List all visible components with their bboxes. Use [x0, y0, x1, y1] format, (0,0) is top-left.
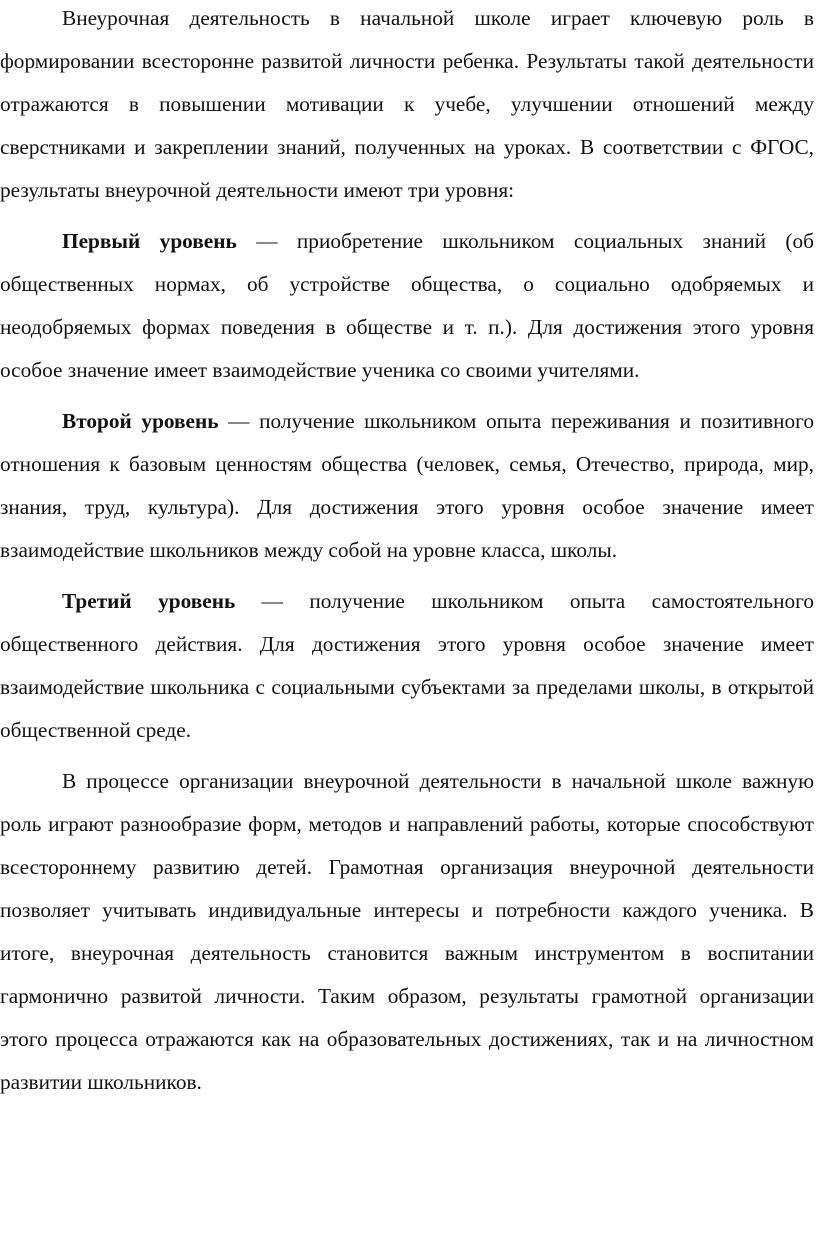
- intro-paragraph: [0, 0, 814, 212]
- level-one-paragraph: [0, 220, 814, 392]
- level-two-term: Второй уровень: [62, 409, 219, 433]
- conclusion-paragraph: [0, 760, 814, 1104]
- intro-text: Внеурочная деятельность в начальной школе играет ключевую роль в формировании всесторонне развитой личности ребенка. Результаты такой деятельности отражаются в повышении мотивации к учебе, улучшении отношений между сверстниками и закреплении знаний, полученных на уроках. В соответствии с ФГОС, результаты внеурочной деятельности имеют три уровня:: [0, 6, 814, 202]
- conclusion-text: В процессе организации внеурочной деятельности в начальной школе важную роль играют разнообразие форм, методов и направлений работы, которые способствуют всестороннему развитию детей. Грамотная организация внеурочной деятельности позволяет учитывать индивидуальные интересы и потребности каждого ученика. В итоге, внеурочная деятельность становится важным инструментом в воспитании гармонично развитой личности. Таким образом, результаты грамотной организации этого процесса отражаются как на образовательных достижениях, так и на личностном развитии школьников.: [0, 769, 814, 1094]
- level-two-text: — получение школьником опыта переживания и позитивного отношения к базовым ценностям общества (человек, семья, Отечество, природа, мир, знания, труд, культура). Для достижения этого уровня особое значение имеет взаимодействие школьников между собой на уровне класса, школы.: [0, 409, 814, 562]
- level-two-paragraph: [0, 400, 814, 572]
- level-three-text: — получение школьником опыта самостоятельного общественного действия. Для достижения этого уровня особое значение имеет взаимодействие школьника с социальными субъектами за пределами школы, в открытой общественной среде.: [0, 589, 814, 742]
- level-three-paragraph: [0, 580, 814, 752]
- level-one-text: — приобретение школьником социальных знаний (об общественных нормах, об устройстве общества, о социально одобряемых и неодобряемых формах поведения в обществе и т. п.). Для достижения этого уровня особое значение имеет взаимодействие ученика со своими учителями.: [0, 229, 814, 382]
- level-one-term: Первый уровень: [62, 229, 237, 253]
- level-three-term: Третий уровень: [62, 589, 236, 613]
